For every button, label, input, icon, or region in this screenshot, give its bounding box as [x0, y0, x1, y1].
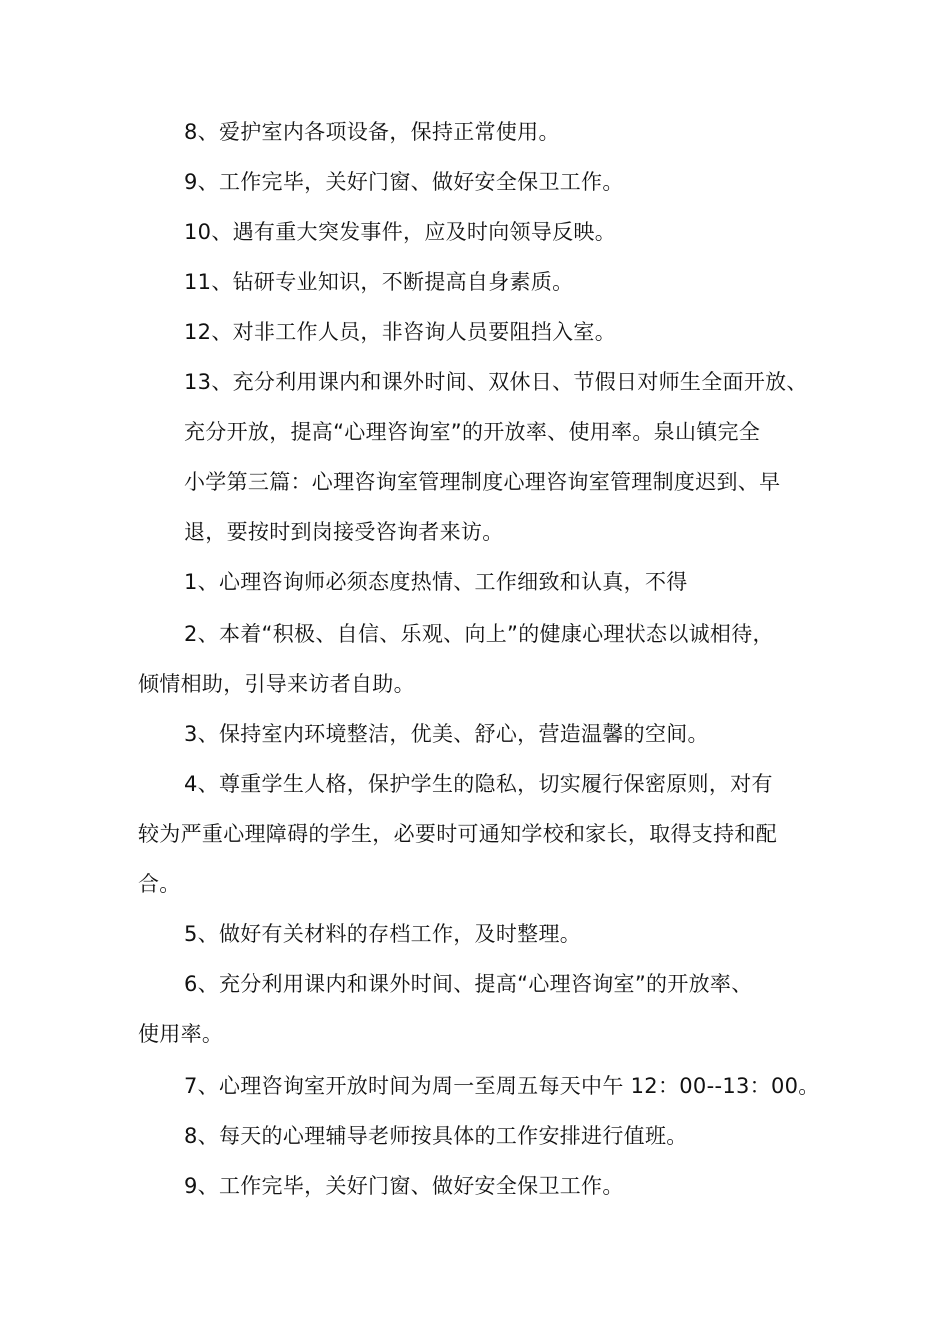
text-line: 退，要按时到岗接受咨询者来访。: [184, 520, 504, 544]
text-line: 12、对非工作人员，非咨询人员要阻挡入室。: [184, 320, 617, 344]
text-line: 充分开放，提高“心理咨询室”的开放率、使用率。泉山镇完全: [184, 420, 761, 444]
text-line: 10、遇有重大突发事件，应及时向领导反映。: [184, 220, 617, 244]
text-line: 11、钻研专业知识，不断提高自身素质。: [184, 270, 574, 294]
text-line: 5、做好有关材料的存档工作，及时整理。: [184, 922, 582, 946]
text-line: 9、工作完毕，关好门窗、做好安全保卫工作。: [184, 170, 624, 194]
text-line: 6、充分利用课内和课外时间、提高“心理咨询室”的开放率、: [184, 972, 753, 996]
text-line: 9、工作完毕，关好门窗、做好安全保卫工作。: [184, 1174, 624, 1198]
text-line: 使用率。: [138, 1022, 224, 1046]
text-line: 较为严重心理障碍的学生，必要时可通知学校和家长，取得支持和配: [138, 822, 777, 846]
text-line: 8、每天的心理辅导老师按具体的工作安排进行值班。: [184, 1124, 688, 1148]
text-line: 倾情相助，引导来访者自助。: [138, 672, 415, 696]
text-line: 7、心理咨询室开放时间为周一至周五每天中午 12：00--13：00。: [184, 1074, 820, 1098]
text-line: 8、爱护室内各项设备，保持正常使用。: [184, 120, 560, 144]
text-line: 2、本着“积极、自信、乐观、向上”的健康心理状态以诚相待，: [184, 622, 774, 646]
text-line: 小学第三篇：心理咨询室管理制度心理咨询室管理制度迟到、早: [184, 470, 781, 494]
text-line: 合。: [138, 872, 181, 896]
text-line: 13、充分利用课内和课外时间、双休日、节假日对师生全面开放、: [184, 370, 808, 394]
text-line: 1、心理咨询师必须态度热情、工作细致和认真，不得: [184, 570, 688, 594]
text-line: 3、保持室内环境整洁，优美、舒心，营造温馨的空间。: [184, 722, 709, 746]
text-line: 4、尊重学生人格，保护学生的隐私，切实履行保密原则，对有: [184, 772, 773, 796]
